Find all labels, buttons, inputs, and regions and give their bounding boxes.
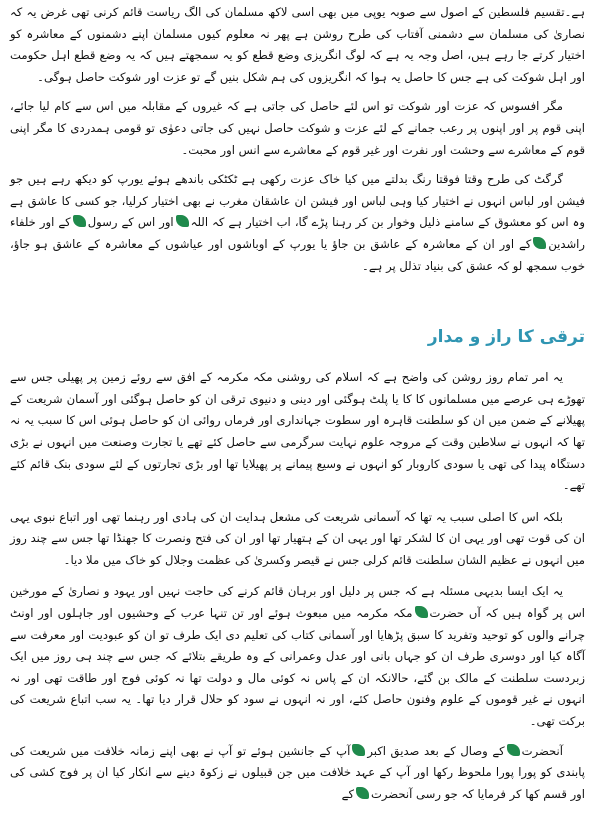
honorific-mark-icon [507,744,520,756]
paragraph-partition-context: ہے۔تقسیم فلسطین کے اصول سے صوبہ یوپی میں بھی اسی لاکھ مسلمان کی الگ ریاست قائم کرنی تھی غرض یہ کہ نصاریٰ کی مسلمان سے دشمنی آفتاب کی طرح روشن ہے پھر نہ معلوم کیوں مسلمان اپنے دشمنوں کے معاشرہ کو اختیار کرتے جا رہے ہیں، اصل وجہ یہ ہے کہ لوگ انگریزی وضع قطع کو یہ سمجھتے ہیں کہ یہ وضع قطع اہل حکومت اور اہل شوکت کی ہے جس کا حاصل یہ ہوا کہ انگریزوں کی ہم شکل بنیں گے تو عزت اور شوکت حاصل ہوگی۔ [10,5,585,84]
text-run: کے وصال کے بعد صدیق اکبر [367,743,505,758]
paragraph-rise-of-islam: یہ امر تمام روز روشن کی واضح ہے کہ اسلام کی روشنی مکہ مکرمہ کے افق سے روئے زمین پر پھیلی جس سے تھوڑے ہی عرصے میں مسلمانوں کا کا یا پلٹ ہوگئی اور دینی و دنیوی ترقی ان کو حاصل ہوگئی اور آسمان شریعت کے پھیلانے کے ضمن میں ان کو سلطنت قاہرہ اور سطوت جہانداری اور فرماں روائی ان کو حاصل ہوئی اس کا سبب یہ نہ تھا کہ انہوں نے سلاطین وقت کے مروجہ علوم نہایت سرگرمی سے حاصل کئے تھے یا تجارت وصنعت میں انہوں نے بڑی دستگاہ پیدا کی تھی یا سودی کاروبار کو انہوں نے وسیع پیمانے پر پھیلایا تھا اور بڑی تجارتوں کے لئے سودی بنک قائم کئے تھے۔ [10,370,585,493]
text-run: مکہ مکرمہ میں مبعوث ہوئے اور تن تنہا عرب کے وحشیوں اور جاہلوں اور اونٹ چرانے والوں کو توحید وتفرید کا سبق پڑھایا اور آسمانی کتاب کی تعلیم دی ایک طرف تو ان کو عبودیت اور معرفت سے آگاہ کیا اور دوسری طرف ان کو جہاں بانی اور عدل وعمرانی کے وہ طریقے بتلائے کہ جس سے چند ہی روز میں ایک زبردست سلطنت کے مالک بن گئے، حالانکہ ان کے پاس نہ کوئی مال و دولت تھا نہ کوئی فوج اور طاقت تھی اور نہ انہوں نے غیر قوموں کے علوم وفنون حاصل کئے، اور نہ انہوں نے سود کو حلال قرار دیا تھا۔ یہ سب اتباع شریعت کی برکت تھی۔ [10,606,585,729]
text-run: کے اور ان کے معاشرہ کے عاشق بن جاؤ یا یورپ کے اوباشوں اور عیاشوں کے معاشرہ کے عاشق ہو جاؤ، خوب سمجھ لو کہ عشق کی بنیاد تذلل پر ہے۔ [10,236,585,273]
honorific-mark-icon [176,215,189,227]
text-run: یہ ایک ایسا بدیہی مسئلہ ہے کہ جس پر دلیل اور برہان قائم کرنے کی حاجت نہیں اور یہود و نصاریٰ کے مورخین اس پر گواہ ہیں کہ آں حضرت [10,584,585,621]
paragraph-caliphate [10,741,585,806]
paragraph-real-cause: بلکہ اس کا اصلی سبب یہ تھا کہ آسمانی شریعت کی مشعل ہدایت ان کی ہادی اور رہنما تھی اور اتباع نبوی یہی ان کی قوت تھی اور یہی ان کا لشکر تھا اور یہی ان کے ہتھیار تھا اور ان کی فتح ونصرت کا جھنڈا تھا جس سے چند روز میں انہوں نے عظیم الشان سلطنت قائم کرلی جس نے قیصر وکسریٰ کی عظمت وجلال کو خاک میں ملا دیا۔ [10,509,585,567]
honorific-mark-icon [352,744,365,756]
paragraph-honor-and-power: مگر افسوس کہ عزت اور شوکت تو اس لئے حاصل کی جاتی ہے کہ غیروں کے مقابلہ میں اس سے کام لیا جائے، اپنی قوم پر اور اپنوں پر رعب جمانے کے لئے عزت و شوکت حاصل نہیں کی جاتی دعوٰی تو قومی ہمدردی کا مگر اپنی قوم کے معاشرے سے وحشت اور نفرت اور غیر قوم کے معاشرے سے انس اور محبت۔ [10,99,585,157]
paragraph-imitation-of-europe [10,169,585,277]
text-run: کے [341,786,354,801]
honorific-mark-icon [356,787,369,799]
honorific-mark-icon [73,215,86,227]
honorific-mark-icon [415,606,428,618]
text-run: اور اس کے رسول [87,215,174,230]
text-run: گرگٹ کی طرح وقتا فوقتا رنگ بدلتے میں کیا خاک عزت رکھی ہے ٹکٹکی باندھے ہوئے یورپ کو دیکھ رہے ہیں جو فیشن اور لباس انہوں نے اختیار کیا وہی لباس اور فیشن ان عاشقان مغرب نے بھی اختیار کرلیا، جو کسی کا عاشق ہے وہ اس کو معشوق کے سامنے ذلیل وخوار بن کر رہنا پڑے گا، اب اختیار ہے کہ اللہ [10,172,585,230]
paragraph-self-evident [10,581,585,732]
honorific-mark-icon [533,237,546,249]
text-run: آپ کے جانشین ہوئے تو آپ نے بھی اپنے زمانہ خلافت میں شریعت کی پابندی کو پورا پورا ملحوظ رکھا اور آپ کے عہد خلافت میں جن قبیلوں نے زکوۃ دینے سے انکار کیا ان پر فوج کشی کی اور قسم کھا کر فرمایا کہ جو رسی آنحضرت [10,743,585,801]
section-heading: ترقی کا راز و مدار [427,327,585,348]
text-run: آنحضرت [521,743,563,758]
text-run: کے اور خلفاء راشدین [10,215,585,251]
